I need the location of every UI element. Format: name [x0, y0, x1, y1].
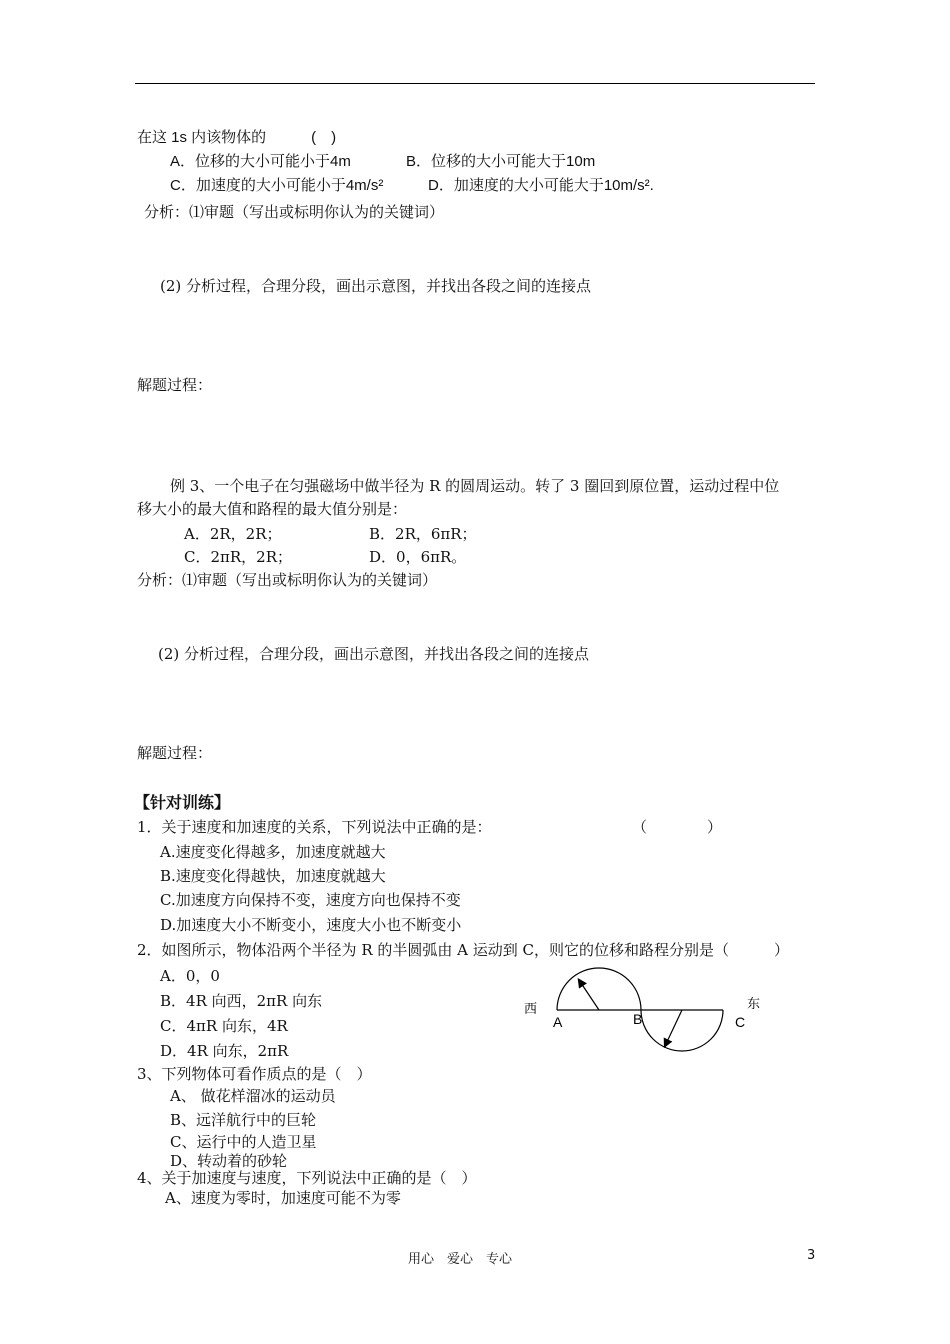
option-b: B．位移的大小可能大于10m — [406, 153, 596, 170]
q3-option: C、运行中的人造卫星 — [170, 1133, 317, 1151]
q4-option: A、速度为零时，加速度可能不为零 — [165, 1189, 401, 1207]
example-3-analysis-1: 分析：⑴审题（写出或标明你认为的关键词） — [137, 571, 438, 589]
q3-option: D、转动着的砂轮 — [170, 1152, 288, 1170]
q1-option: C.加速度方向保持不变，速度方向也保持不变 — [160, 891, 461, 909]
point-label-b: B — [633, 1011, 643, 1027]
analysis-step-1: 分析：⑴审题（写出或标明你认为的关键词） — [144, 203, 445, 221]
q3-option: B、远洋航行中的巨轮 — [170, 1111, 317, 1129]
q2-stem: 2．如图所示，物体沿两个半径为 R 的半圆弧由 A 运动到 C，则它的位移和路程分别是（ ） — [137, 941, 789, 959]
example-3-line-1: 例 3、一个电子在匀强磁场中做半径为 R 的圆周运动。转了 3 圈回到原位置，运动过程中位 — [170, 477, 780, 495]
example-3-option-a: A．2R，2R； — [184, 525, 282, 543]
lower-semicircle-arc — [641, 1010, 723, 1051]
q2-option: C．4πR 向东，4R — [160, 1017, 288, 1035]
upper-semicircle-arc — [557, 968, 641, 1010]
analysis-step-2: (2) 分析过程，合理分段，画出示意图，并找出各段之间的连接点 — [160, 277, 592, 295]
q1-stem: 1．关于速度和加速度的关系，下列说法中正确的是： — [137, 818, 492, 836]
label-east: 东 — [747, 996, 761, 1011]
q4-stem: 4、关于加速度与速度，下列说法中正确的是（ ） — [137, 1169, 477, 1187]
q1-answer-paren: （ ） — [632, 818, 723, 836]
option-c: C．加速度的大小可能小于4m/s² — [170, 177, 384, 194]
q2-option: A．0，0 — [160, 967, 220, 985]
solution-label: 解题过程： — [137, 376, 213, 394]
option-a: A．位移的大小可能小于4m — [170, 153, 351, 170]
semicircle-path-figure — [515, 958, 775, 1058]
training-heading: 【针对训练】 — [134, 793, 231, 812]
q3-option: A、 做花样溜冰的运动员 — [170, 1087, 336, 1105]
example-3-option-c: C．2πR，2R； — [184, 548, 293, 566]
q2-option: D．4R 向东，2πR — [160, 1042, 289, 1060]
example-3-analysis-2: (2) 分析过程，合理分段，画出示意图，并找出各段之间的连接点 — [158, 645, 590, 663]
option-d: D．加速度的大小可能大于10m/s². — [428, 177, 654, 194]
label-west: 西 — [524, 1001, 538, 1016]
header-rule — [135, 83, 815, 84]
example-3-line-2: 移大小的最大值和路程的最大值分别是： — [137, 500, 408, 518]
radius-arrow-lower — [665, 1010, 682, 1046]
example-3-option-b: B．2R，6πR； — [369, 525, 477, 543]
point-label-c: C — [735, 1014, 746, 1030]
example-3-solution-label: 解题过程： — [137, 744, 213, 762]
q3-stem: 3、下列物体可看作质点的是（ ） — [137, 1065, 372, 1083]
page-number: 3 — [807, 1248, 816, 1263]
radius-arrow-upper — [579, 980, 599, 1010]
q1-option: D.加速度大小不断变小，速度大小也不断变小 — [160, 916, 462, 934]
q1-option: A.速度变化得越多，加速度就越大 — [160, 843, 386, 861]
example-3-option-d: D．0，6πR。 — [369, 548, 467, 566]
question-stem-tail: 在这 1s 内该物体的 ( ) — [137, 129, 337, 146]
q2-option: B．4R 向西，2πR 向东 — [160, 992, 323, 1010]
footer-motto: 用心 爱心 专心 — [408, 1252, 513, 1267]
q1-option: B.速度变化得越快，加速度就越大 — [160, 867, 386, 885]
point-label-a: A — [553, 1014, 563, 1030]
